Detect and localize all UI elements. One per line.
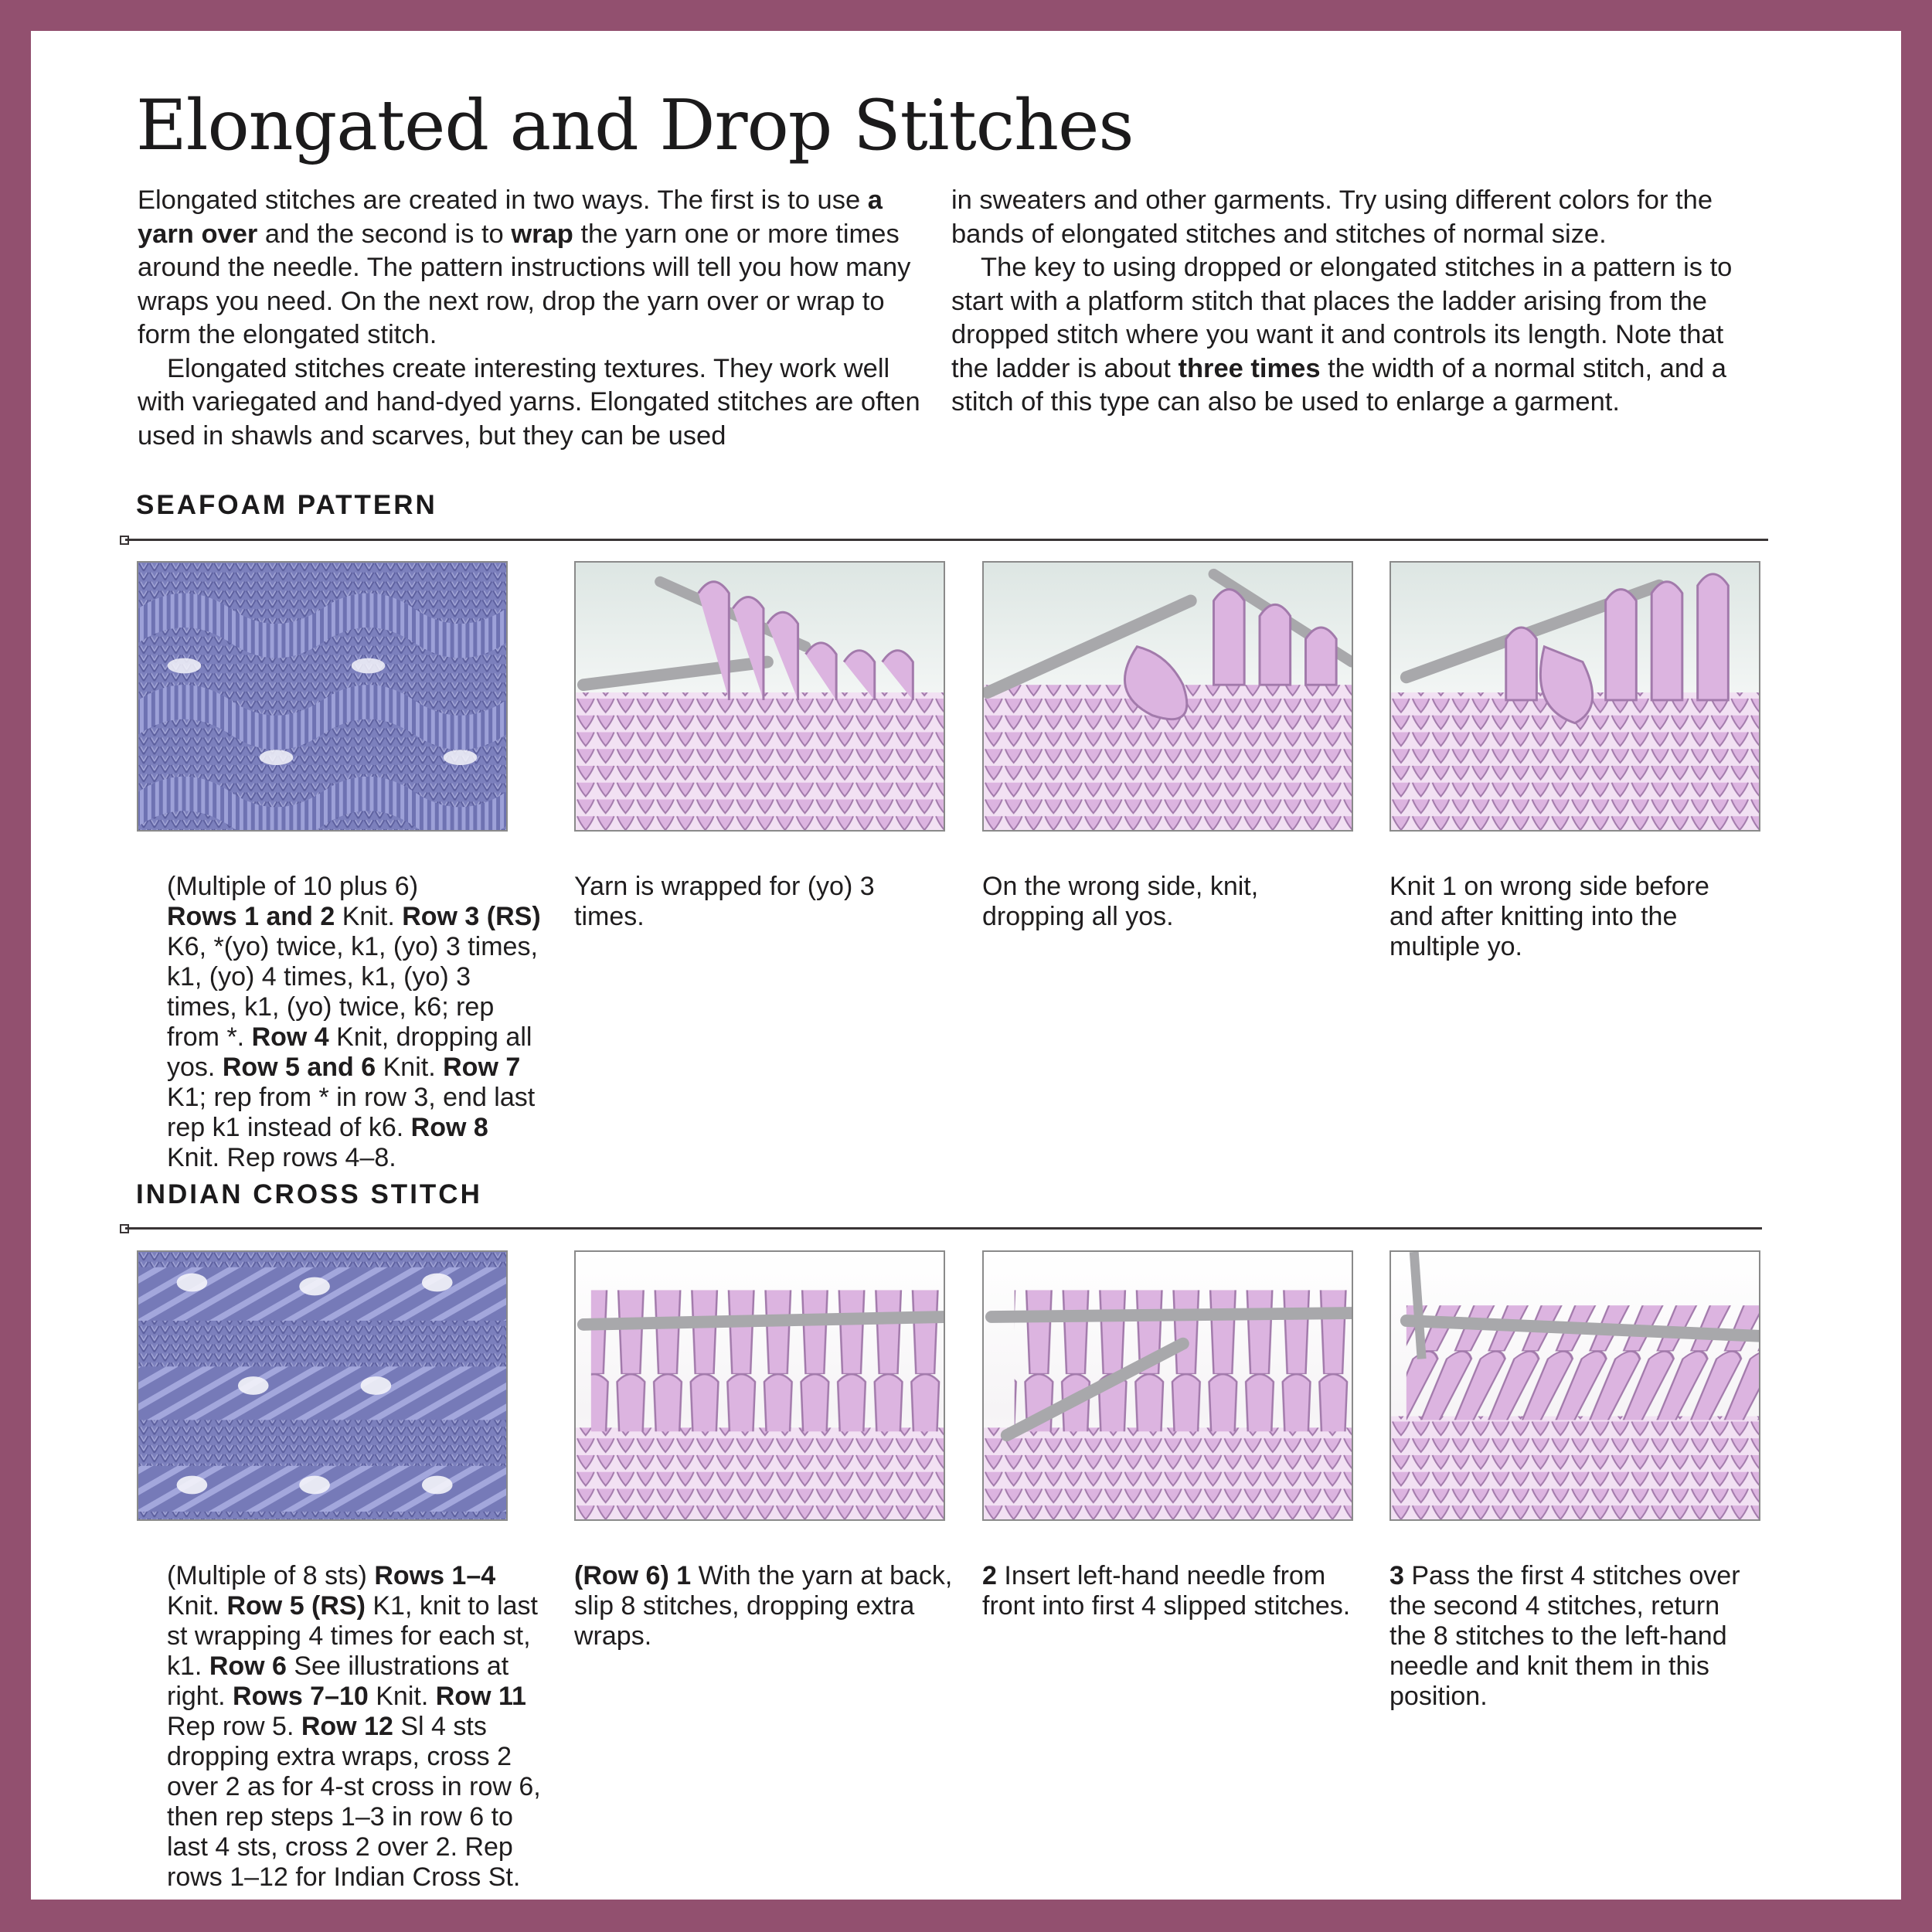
intro-paragraph-2: Elongated stitches create interesting textures. They work well with variegated and hand-dyed yarns. Elongated stitches are often used in shawls and scarves, but they can be used	[138, 353, 920, 451]
intro-emphasis: a yarn over	[138, 185, 883, 249]
caption-bold: Row 6	[209, 1651, 287, 1681]
seafoam-caption-1	[167, 872, 546, 1173]
seafoam-caption-4: Knit 1 on wrong side before and after knitting into the multiple yo.	[1389, 872, 1709, 961]
caption-bold: Row 11	[435, 1682, 526, 1711]
seafoam-heading: SEAFOAM PATTERN	[136, 490, 437, 520]
caption-text: (Multiple of 10 plus 6)	[167, 872, 419, 901]
caption-bold: Row 7	[443, 1053, 521, 1082]
intro-text: The key to using dropped or elongated stitches in a pattern is to start with a platform stitch that places the ladder arising from the dropped stitch where you want it and controls its length. Note that the ladder is about	[951, 253, 1733, 383]
caption-text: K6, *(yo) twice, k1, (yo) 3 times, k1, (yo) 4 times, k1, (yo) 3 times, k1, (yo) twice, k6; rep from *.	[167, 932, 538, 1052]
intro-right-column	[951, 184, 1747, 420]
seafoam-rule	[125, 539, 1768, 541]
seafoam-illustration-1	[574, 561, 945, 832]
indian-cross-heading: INDIAN CROSS STITCH	[136, 1179, 482, 1209]
seafoam-caption-3: On the wrong side, knit, dropping all yos.	[982, 872, 1259, 931]
caption-text: Pass the first 4 stitches over the second 4 stitches, return the 8 stitches to the left-hand needle and knit them in this position.	[1389, 1561, 1740, 1711]
intro-emphasis: three times	[1178, 353, 1321, 383]
caption-text: With the yarn at back, slip 8 stitches, dropping extra wraps.	[574, 1561, 953, 1651]
caption-text: Knit.	[335, 902, 403, 931]
caption-bold: 3	[1389, 1561, 1404, 1590]
indian-cross-swatch-photo	[137, 1250, 508, 1521]
caption-text: Rep row 5.	[167, 1712, 301, 1741]
intro-paragraph-4	[951, 251, 1747, 420]
indian-cross-caption-2	[574, 1561, 953, 1651]
seafoam-illustration-2	[982, 561, 1353, 832]
indian-cross-rule	[125, 1227, 1762, 1230]
caption-text: K1; rep from * in row 3, end last rep k1 instead of k6.	[167, 1083, 536, 1142]
caption-text: Knit.	[368, 1682, 436, 1711]
indian-cross-illustration-1	[574, 1250, 945, 1521]
page-title: Elongated and Drop Stitches	[136, 85, 1134, 166]
caption-bold: (Row 6) 1	[574, 1561, 692, 1590]
caption-bold: Row 5 and 6	[222, 1053, 376, 1082]
caption-bold: Row 3 (RS)	[402, 902, 541, 931]
caption-bold: Row 8	[410, 1113, 488, 1142]
caption-bold: Row 12	[301, 1712, 393, 1741]
page	[31, 31, 1901, 1900]
intro-text: the width of a normal stitch, and a stitch of this type can also be used to enlarge a garment.	[951, 353, 1726, 417]
caption-text: See illustrations at right.	[167, 1651, 509, 1711]
indian-cross-illustration-2	[982, 1250, 1353, 1521]
caption-bold: Rows 1–4	[374, 1561, 496, 1590]
intro-text: and the second is to	[257, 219, 512, 249]
caption-text: Insert left-hand needle from front into first 4 slipped stitches.	[982, 1561, 1351, 1621]
indian-cross-caption-4	[1389, 1561, 1760, 1712]
intro-emphasis: wrap	[511, 219, 573, 249]
caption-bold: Row 5 (RS)	[226, 1591, 366, 1621]
caption-text: Knit, dropping all yos.	[167, 1022, 532, 1082]
caption-text: Sl 4 sts dropping extra wraps, cross 2 over 2 as for 4-st cross in row 6, then rep steps 1–3 in row 6 to last 4 sts, cross 2 over 2. Rep rows 1–12 for Indian Cross St.	[167, 1712, 541, 1892]
seafoam-swatch-photo	[137, 561, 508, 832]
caption-bold: Rows 7–10	[233, 1682, 369, 1711]
seafoam-illustration-3	[1389, 561, 1760, 832]
seafoam-caption-2: Yarn is wrapped for (yo) 3 times.	[574, 872, 875, 931]
indian-cross-caption-1	[167, 1561, 553, 1893]
caption-text: Knit. Rep rows 4–8.	[167, 1143, 396, 1172]
intro-text: the yarn one or more times around the needle. The pattern instructions will tell you how many wraps you need. On the next row, drop the yarn over or wrap to form the elongated stitch.	[138, 219, 911, 349]
caption-bold: Rows 1 and 2	[167, 902, 335, 931]
intro-text: Elongated stitches are created in two ways. The first is to use	[138, 185, 868, 215]
caption-bold: 2	[982, 1561, 997, 1590]
caption-text: Knit.	[167, 1591, 227, 1621]
caption-text: (Multiple of 8 sts)	[167, 1561, 375, 1590]
caption-text: Knit.	[376, 1053, 444, 1082]
intro-left-column	[138, 184, 934, 453]
caption-text: K1, knit to last st wrapping 4 times for each st, k1.	[167, 1591, 538, 1681]
indian-cross-caption-3	[982, 1561, 1353, 1621]
indian-cross-illustration-3	[1389, 1250, 1760, 1521]
caption-bold: Row 4	[251, 1022, 329, 1052]
intro-paragraph-1	[138, 184, 934, 352]
intro-paragraph-3: in sweaters and other garments. Try using different colors for the bands of elongated stitches and stitches of normal size.	[951, 185, 1713, 249]
